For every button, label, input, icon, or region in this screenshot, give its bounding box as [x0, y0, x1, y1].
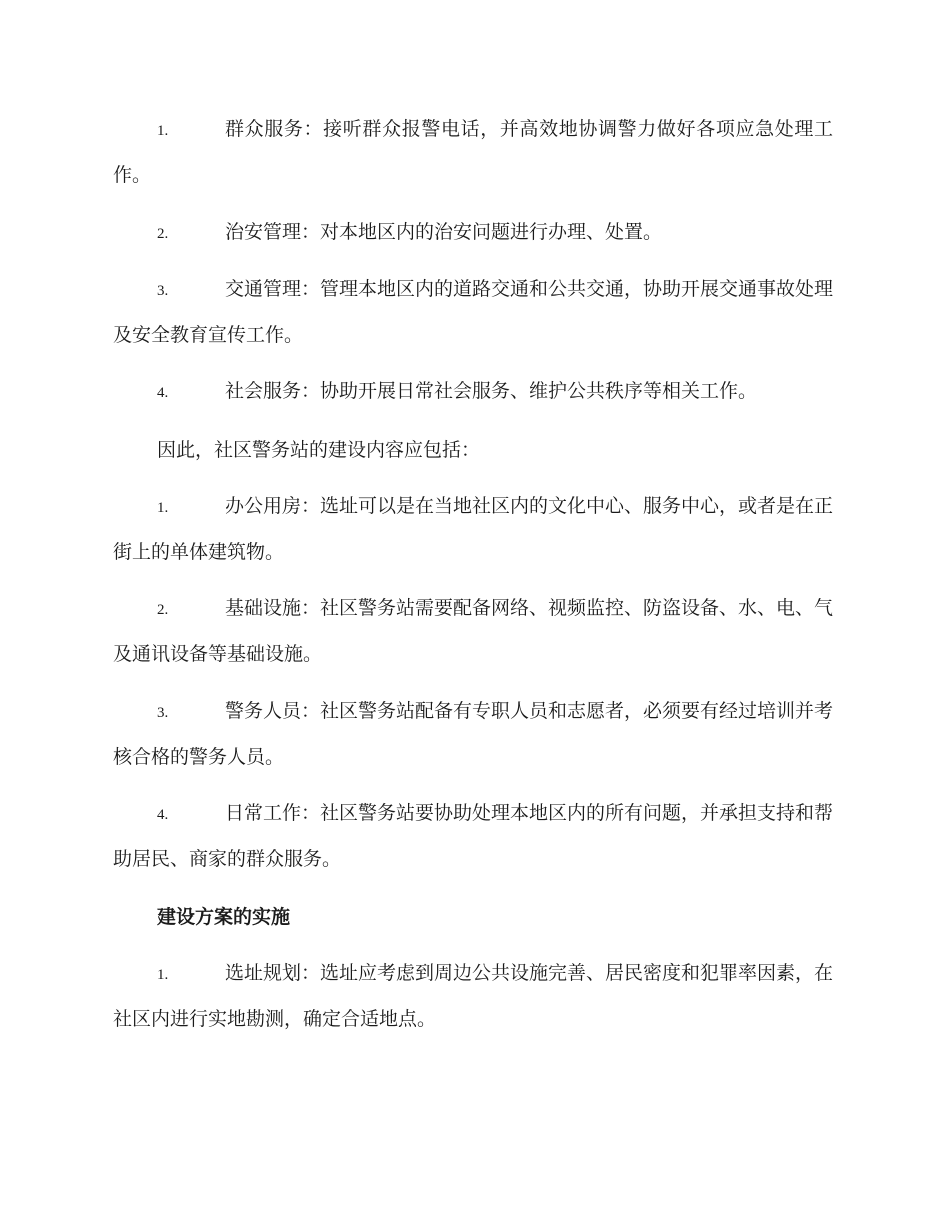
list-item: [113, 962, 834, 1042]
list-item: [113, 278, 834, 358]
list-text: 警务人员：社区警务站配备有专职人员和志愿者，必须要有经过培训并考核合格的警务人员。: [113, 700, 834, 768]
list-item: [113, 802, 834, 882]
list-item: [113, 118, 833, 198]
list-number: 3.: [157, 705, 169, 721]
section-heading: 建设方案的实施: [157, 906, 291, 928]
list-number: 2.: [157, 226, 169, 242]
intro-paragraph: 因此，社区警务站的建设内容应包括：: [157, 439, 481, 461]
list-text: 社会服务：协助开展日常社会服务、维护公共秩序等相关工作。: [225, 380, 758, 402]
list-number: 1.: [157, 500, 169, 516]
list-number: 1.: [157, 123, 169, 139]
list-number: 2.: [157, 602, 169, 618]
list-text: 办公用房：选址可以是在当地社区内的文化中心、服务中心，或者是在正街上的单体建筑物。: [113, 495, 834, 563]
list-number: 3.: [157, 283, 169, 299]
list-item: [113, 221, 833, 255]
list-text: 治安管理：对本地区内的治安问题进行办理、处置。: [225, 221, 663, 243]
list-item: [113, 495, 834, 575]
list-item: [113, 597, 834, 677]
list-text: 基础设施：社区警务站需要配备网络、视频监控、防盗设备、水、电、气及通讯设备等基础设施。: [113, 597, 834, 665]
list-number: 4.: [157, 385, 169, 401]
list-text: 日常工作：社区警务站要协助处理本地区内的所有问题，并承担支持和帮助居民、商家的群众服务。: [113, 802, 834, 870]
list-number: 1.: [157, 967, 169, 983]
list-number: 4.: [157, 807, 169, 823]
list-text: 交通管理：管理本地区内的道路交通和公共交通，协助开展交通事故处理及安全教育宣传工作。: [113, 278, 834, 346]
list-text: 选址规划：选址应考虑到周边公共设施完善、居民密度和犯罪率因素，在社区内进行实地勘测，确定合适地点。: [113, 962, 834, 1030]
list-text: 群众服务：接听群众报警电话，并高效地协调警力做好各项应急处理工作。: [113, 118, 833, 186]
list-item: [113, 380, 833, 414]
list-item: [113, 700, 834, 780]
